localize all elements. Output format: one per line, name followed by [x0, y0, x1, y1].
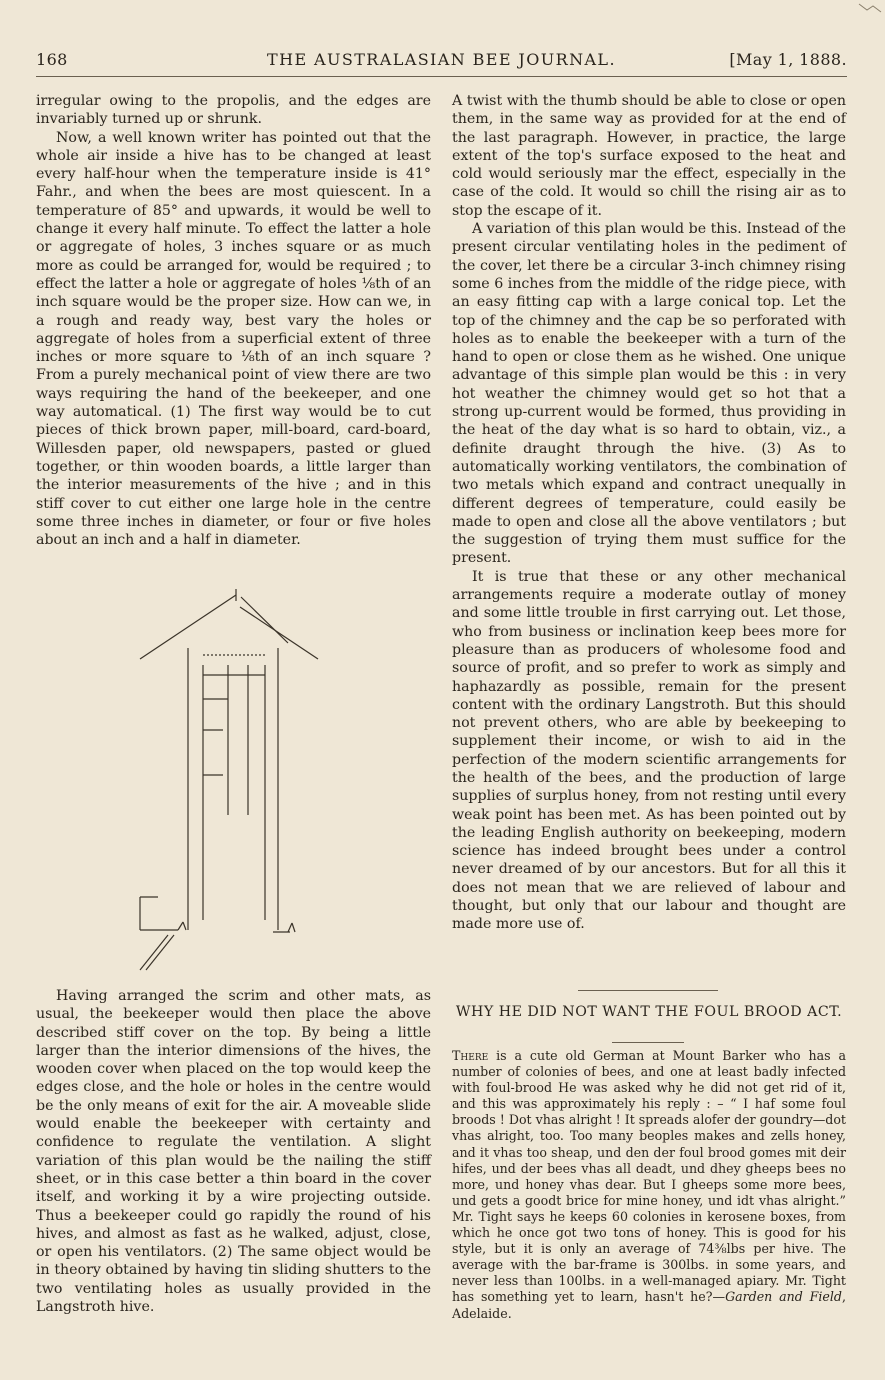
stand-leg	[140, 935, 168, 970]
roof-top-line	[241, 597, 288, 643]
source-title: Garden and Field	[725, 1289, 842, 1305]
article-heading: WHY HE DID NOT WANT THE FOUL BROOD ACT.	[455, 1004, 843, 1020]
entrance-mark	[292, 923, 295, 932]
running-header	[36, 50, 847, 74]
page-number: 168	[36, 50, 68, 69]
left-column-top	[36, 92, 431, 549]
article-separator	[578, 990, 718, 991]
entrance-mark	[288, 923, 292, 932]
hive-diagram-figure	[128, 585, 340, 977]
roof-right-line	[240, 607, 318, 659]
paragraph: A variation of this plan would be this. Instead of the present circular ventilating holes in the pediment of the cover, let there be a circular 3-inch chimney rising some 6 inches from the middle of the ridge piece, with an easy fitting cap with a large conical top. Let the top of the chimney and the cap be so perforated with holes as to enable the beekeeper with a turn of the hand to open or close them as he wished. One unique advantage of this simple plan would be this : in very hot weather the chimney would get so hot that a strong up-current would be formed, thus providing in the heat of the day what is so hard to obtain, viz., a definite draught through the hive. (3) As to automatically working ventilators, the combination of two metals which expand and contract unequally in different degrees of temperature, could easily be made to open and close all the above ventilators ; but the suggestion of trying them must suffice for the present.	[452, 221, 846, 567]
paragraph: It is true that these or any other mechanical arrangements require a moderate outlay of money and some little trouble in first carrying out. Let those, who from business or inclination keep bees more for pleasure than as producers of wholesome food and source of profit, and so prefer to work as simply and haphazardly as possible, remain for the present content with the ordinary Langstroth. But this should not prevent others, who are able by beekeeping to supplement their income, or wish to aid in the perfection of the modern scientific arrangements for the health of the bees, and the production of large supplies of surplus honey, from not resting until every weak point has been met. As has been pointed out by the leading English authority on beekeeping, modern science has indeed brought bees under a control never dreamed of by our ancestors. But for all this it does not mean that we are relieved of labour and thought, but only that our labour and thought are made more use of.	[452, 568, 846, 933]
left-column-bottom	[36, 987, 431, 1316]
source-place: , Adelaide.	[452, 1289, 846, 1321]
paragraph: Now, a well known writer has pointed out that the whole air inside a hive has to be changed at least every half-hour when the temperature inside is 41° Fahr., and when the bees are most quiescent. In a temperature of 85° and upwards, it would be well to change it every half minute. To effect the latter a hole or aggregate of holes, 3 inches square or as much more as could be arranged for, would be required ; to effect the latter a hole or aggregate of holes ⅛th of an inch square would be the proper size. How can we, in a rough and ready way, best vary the holes or aggregate of holes from a superficial extent of three inches or more square to ⅛th of an inch square ? From a purely mechanical point of view there are two ways requiring the hand of the beekeeper, and one way automatical. (1) The first way would be to cut pieces of thick brown paper, mill-board, card-board, Willesden paper, old newspapers, pasted or glued together, or thin wooden boards, a little larger than the interior measurements of the hive ; and in this stiff cover to cut either one large hole in the centre some three inches in diameter, or four or five holes about an inch and a half in diameter.	[36, 129, 431, 549]
paragraph: irregular owing to the propolis, and the edges are invariably turned up or shrunk.	[36, 93, 431, 128]
entrance-mark	[183, 922, 186, 930]
entrance-mark	[178, 922, 183, 930]
issue-date: [May 1, 1888.	[729, 50, 847, 69]
page-corner-mark	[857, 0, 883, 18]
body-text: is a cute old German at Mount Barker who has a number of colonies of bees, and one at least badly infected with foul-brood He was asked why he did not get rid of it, and this was approximately his reply : – “ I haf some foul broods ! Dot vhas alright ! It spreads alofer der goundry—dot vhas alright, too. Too many beoples makes and zells honey, and it vhas too sheap, und den der foul brood gomes mit deir hifes, und der bees vhas all deadt, und dhey gheeps bees no more, und honey vhas dear. But I gheeps some more bees, und gets a goodt brice for mine honey, und idt vhas alright.” Mr. Tight says he keeps 60 colonies in kerosene boxes, from which he once got two tons of honey. This is good for his style, but it is only an average of 74⅜lbs per hive. The average with the bar-frame is 300lbs. in some years, and never less than 100lbs. in a well-managed apiary. Mr. Tight has something yet to learn, hasn't he?—	[452, 1048, 846, 1305]
lead-word: There	[452, 1048, 489, 1063]
paragraph	[452, 1048, 846, 1322]
header-rule	[36, 76, 847, 77]
journal-title: THE AUSTRALASIAN BEE JOURNAL.	[267, 50, 616, 69]
paragraph: A twist with the thumb should be able to close or open them, in the same way as provided for at the end of the last paragraph. However, in practice, the large extent of the top's surface exposed to the heat and cold would seriously mar the effect, especially in the case of the cold. It would so chill the rising air as to stop the escape of it.	[452, 93, 846, 219]
right-column	[452, 92, 846, 934]
stand-leg	[146, 935, 174, 970]
heading-rule	[612, 1042, 684, 1043]
article-body	[452, 1048, 846, 1322]
paragraph: Having arranged the scrim and other mats, as usual, the beekeeper would then place the above described stiff cover on the top. By being a little larger than the interior dimensions of the hives, the wooden cover when placed on the top would keep the edges close, and the hole or holes in the centre would be the only means of exit for the air. A moveable slide would enable the beekeeper with certainty and confidence to regulate the ventilation. A slight variation of this plan would be the nailing the stiff sheet, or in this case better a thin board in the cover itself, and working it by a wire projecting outside. Thus a beekeeper could go rapidly the round of his hives, and almost as fast as he walked, adjust, close, or open his ventilators. (2) The same object would be in theory obtained by having tin sliding shutters to the two ventilating holes as usually provided in the Langstroth hive.	[36, 988, 431, 1316]
